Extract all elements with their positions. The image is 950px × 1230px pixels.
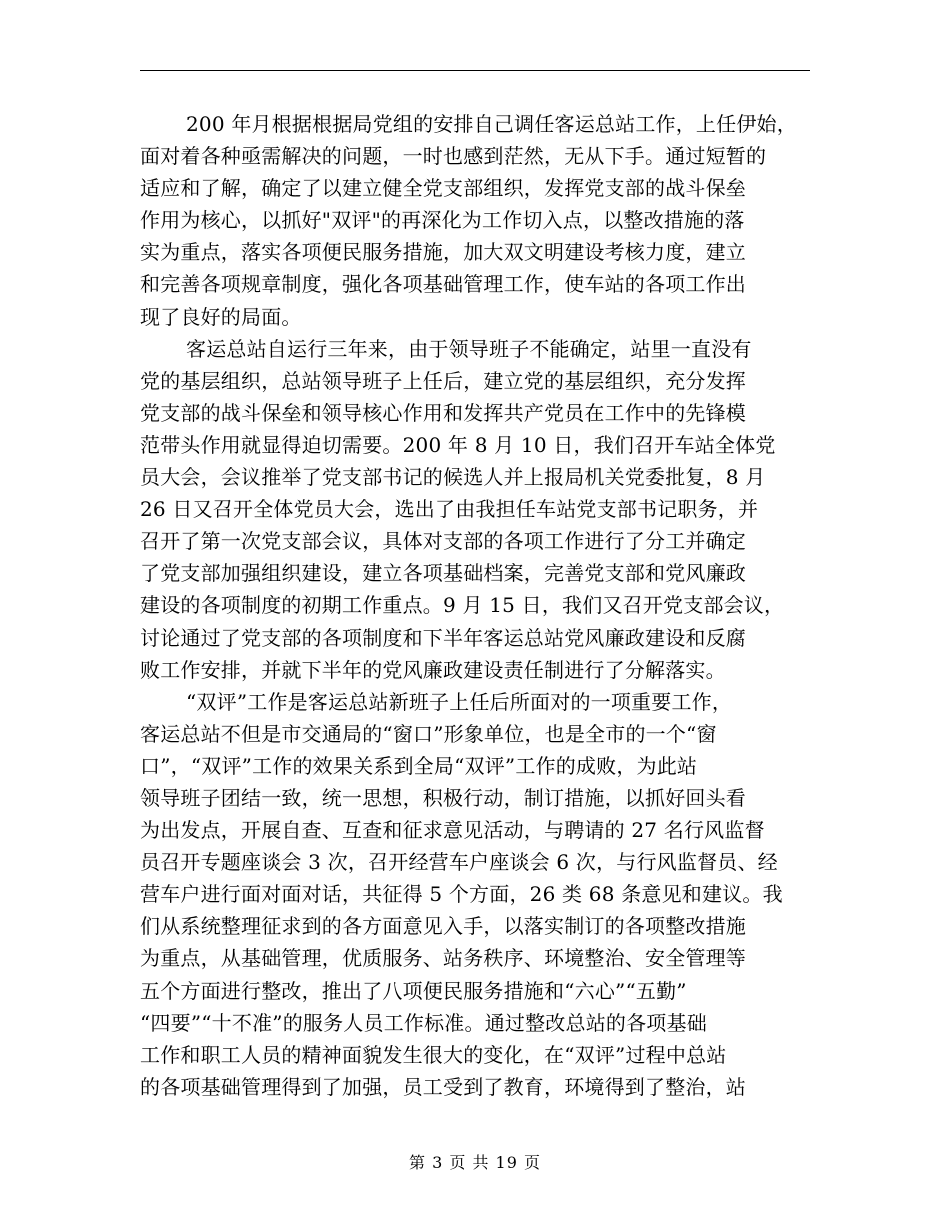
paragraph-2-line-2: 党的基层组织，总站领导班子上任后，建立党的基层组织，充分发挥	[140, 368, 746, 393]
paragraph-2-line-6: 26 日又召开全体党员大会，选出了由我担任车站党支部书记职务，并	[140, 497, 759, 522]
paragraph-1-line-3: 适应和了解，确定了以建立健全党支部组织，发挥党支部的战斗保垒	[140, 176, 746, 201]
paragraph-2-line-3: 党支部的战斗保垒和领导核心作用和发挥共产党员在工作中的先锋模	[140, 400, 746, 425]
paragraph-3-line-5: 为出发点，开展自查、互查和征求意见活动，与聘请的 27 名行风监督	[140, 818, 765, 843]
paragraph-1-line-7: 现了良好的局面。	[140, 304, 302, 329]
paragraph-1-line-4: 作用为核心，以抓好"双评"的再深化为工作切入点，以整改措施的落	[140, 208, 745, 233]
paragraph-2-line-1: 客运总站自运行三年来，由于领导班子不能确定，站里一直没有	[186, 336, 752, 361]
paragraph-3-line-8: 们从系统整理征求到的各方面意见入手，以落实制订的各项整改措施	[140, 914, 746, 939]
paragraph-2-line-11: 败工作安排，并就下半年的党风廉政建设责任制进行了分解落实。	[140, 657, 726, 682]
paragraph-3-line-11: “四要”“十不准”的服务人员工作标准。通过整改总站的各项基础	[140, 1010, 707, 1035]
paragraph-3-line-4: 领导班子团结一致，统一思想，积极行动，制订措施，以抓好回头看	[140, 785, 746, 810]
paragraph-2-line-8: 了党支部加强组织建设，建立各项基础档案，完善党支部和党风廉政	[140, 561, 746, 586]
paragraph-1-line-5: 实为重点，落实各项便民服务措施，加大双文明建设考核力度，建立	[140, 240, 746, 265]
paragraph-3-line-3: 口”，“双评”工作的效果关系到全局“双评”工作的成败，为此站	[140, 753, 698, 778]
paragraph-2-line-5: 员大会，会议推举了党支部书记的候选人并上报局机关党委批复，8 月	[140, 465, 766, 490]
paragraph-3-line-2: 客运总站不但是市交通局的“窗口”形象单位，也是全市的一个“窗	[140, 721, 717, 746]
body-text	[140, 108, 820, 1103]
paragraph-1-line-6: 和完善各项规章制度，强化各项基础管理工作，使车站的各项工作出	[140, 272, 746, 297]
paragraph-3-line-7: 营车户进行面对面对话，共征得 5 个方面，26 类 68 条意见和建议。我	[140, 882, 783, 907]
paragraph-3-line-10: 五个方面进行整改，推出了八项便民服务措施和“六心”“五勤”	[140, 978, 687, 1003]
header-rule	[140, 70, 810, 71]
page-number-footer: 第 3 页 共 19 页	[409, 1153, 541, 1172]
paragraph-1-line-2: 面对着各种亟需解决的问题，一时也感到茫然，无从下手。通过短暂的	[140, 144, 767, 169]
paragraph-2-line-4: 范带头作用就显得迫切需要。200 年 8 月 10 日，我们召开车站全体党	[140, 432, 776, 457]
paragraph-3-line-6: 员召开专题座谈会 3 次，召开经营车户座谈会 6 次，与行风监督员、经	[140, 850, 778, 875]
paragraph-3-line-13: 的各项基础管理得到了加强，员工受到了教育，环境得到了整治，站	[140, 1074, 746, 1099]
paragraph-3-line-1: “双评”工作是客运总站新班子上任后所面对的一项重要工作，	[186, 689, 733, 714]
paragraph-2-line-7: 召开了第一次党支部会议，具体对支部的各项工作进行了分工并确定	[140, 529, 746, 554]
paragraph-1-line-1: 200 年月根据根据局党组的安排自己调任客运总站工作，上任伊始，	[186, 112, 797, 136]
paragraph-3-line-9: 为重点，从基础管理，优质服务、站务秩序、环境整治、安全管理等	[140, 946, 746, 971]
paragraph-3-line-12: 工作和职工人员的精神面貌发生很大的变化，在“双评”过程中总站	[140, 1042, 727, 1067]
paragraph-2-line-10: 讨论通过了党支部的各项制度和下半年客运总站党风廉政建设和反腐	[140, 625, 746, 650]
paragraph-2-line-9: 建设的各项制度的初期工作重点。9 月 15 日，我们又召开党支部会议，	[140, 593, 785, 618]
